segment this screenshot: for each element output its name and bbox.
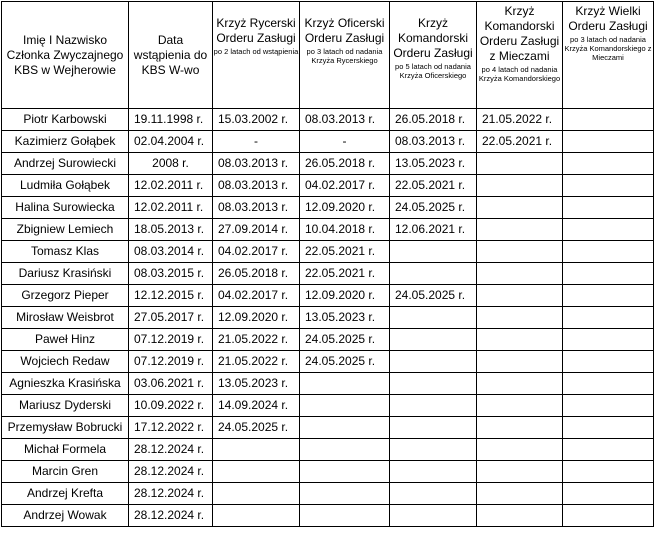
officer-cross-cell (300, 461, 390, 483)
commander-swords-cell (477, 175, 563, 197)
member-name-cell: Piotr Karbowski (2, 109, 129, 131)
header-commander-cross (390, 2, 477, 109)
officer-cross-cell (300, 505, 390, 527)
commander-cross-cell: 12.06.2021 r. (390, 219, 477, 241)
table-row (2, 417, 654, 439)
table-row (2, 109, 654, 131)
commander-cross-cell (390, 263, 477, 285)
header-note: po 5 latach od nadania Krzyża Oficerskiego (395, 62, 471, 80)
commander-cross-cell (390, 417, 477, 439)
table-row (2, 373, 654, 395)
commander-swords-cell (477, 373, 563, 395)
member-name-cell: Zbigniew Lemiech (2, 219, 129, 241)
join-date-cell: 12.02.2011 r. (129, 197, 213, 219)
knight-cross-cell (213, 505, 300, 527)
grand-cross-cell (563, 373, 654, 395)
grand-cross-cell (563, 439, 654, 461)
member-name-cell: Mirosław Weisbrot (2, 307, 129, 329)
commander-cross-cell (390, 505, 477, 527)
grand-cross-cell (563, 153, 654, 175)
join-date-cell: 02.04.2004 r. (129, 131, 213, 153)
commander-cross-cell (390, 373, 477, 395)
grand-cross-cell (563, 417, 654, 439)
header-note: po 3 latach od nadania Krzyża Rycerskiego (306, 47, 383, 65)
table-row (2, 461, 654, 483)
officer-cross-cell (300, 483, 390, 505)
officer-cross-cell: 22.05.2021 r. (300, 263, 390, 285)
member-name-cell: Agnieszka Krasińska (2, 373, 129, 395)
commander-swords-cell (477, 153, 563, 175)
commander-cross-cell (390, 307, 477, 329)
header-label: Krzyż Rycerski Orderu Zasługi (216, 16, 296, 45)
grand-cross-cell (563, 483, 654, 505)
commander-cross-cell (390, 395, 477, 417)
officer-cross-cell (300, 373, 390, 395)
officer-cross-cell: 12.09.2020 r. (300, 285, 390, 307)
officer-cross-cell: 22.05.2021 r. (300, 241, 390, 263)
member-name-cell: Ludmiła Gołąbek (2, 175, 129, 197)
commander-cross-cell (390, 351, 477, 373)
join-date-cell: 19.11.1998 r. (129, 109, 213, 131)
table-row (2, 395, 654, 417)
officer-cross-cell: 08.03.2013 r. (300, 109, 390, 131)
officer-cross-cell: 26.05.2018 r. (300, 153, 390, 175)
grand-cross-cell (563, 131, 654, 153)
member-name-cell: Wojciech Redaw (2, 351, 129, 373)
member-name-cell: Andrzej Krefta (2, 483, 129, 505)
table-row (2, 483, 654, 505)
knight-cross-cell: 15.03.2002 r. (213, 109, 300, 131)
knight-cross-cell: 13.05.2023 r. (213, 373, 300, 395)
grand-cross-cell (563, 197, 654, 219)
join-date-cell: 07.12.2019 r. (129, 351, 213, 373)
table-row (2, 505, 654, 527)
join-date-cell: 18.05.2013 r. (129, 219, 213, 241)
header-knight-cross (213, 2, 300, 109)
commander-swords-cell (477, 483, 563, 505)
member-name-cell: Halina Surowiecka (2, 197, 129, 219)
header-officer-cross (300, 2, 390, 109)
commander-cross-cell (390, 241, 477, 263)
grand-cross-cell (563, 219, 654, 241)
header-label: Data wstąpienia do KBS W-wo (133, 32, 208, 77)
commander-cross-cell: 26.05.2018 r. (390, 109, 477, 131)
header-label: Krzyż Komandorski Orderu Zasługi (393, 16, 473, 60)
grand-cross-cell (563, 285, 654, 307)
officer-cross-cell: 12.09.2020 r. (300, 197, 390, 219)
knight-cross-cell: 12.09.2020 r. (213, 307, 300, 329)
knight-cross-cell: - (213, 131, 300, 153)
header-label: Krzyż Komandorski Orderu Zasługi z Mieczami (479, 4, 560, 63)
member-name-cell: Andrzej Wowak (2, 505, 129, 527)
header-label: Krzyż Oficerski Orderu Zasługi (304, 16, 385, 45)
commander-cross-cell (390, 483, 477, 505)
member-name-cell: Dariusz Krasiński (2, 263, 129, 285)
commander-swords-cell (477, 439, 563, 461)
header-note: po 2 latach od wstąpienia (213, 47, 299, 56)
knight-cross-cell: 21.05.2022 r. (213, 351, 300, 373)
join-date-cell: 28.12.2024 r. (129, 439, 213, 461)
knight-cross-cell (213, 439, 300, 461)
table-row (2, 131, 654, 153)
commander-swords-cell (477, 307, 563, 329)
table-row (2, 439, 654, 461)
officer-cross-cell: 10.04.2018 r. (300, 219, 390, 241)
join-date-cell: 12.12.2015 r. (129, 285, 213, 307)
knight-cross-cell: 08.03.2013 r. (213, 197, 300, 219)
join-date-cell: 10.09.2022 r. (129, 395, 213, 417)
join-date-cell: 2008 r. (129, 153, 213, 175)
table-row (2, 219, 654, 241)
knight-cross-cell: 04.02.2017 r. (213, 285, 300, 307)
commander-swords-cell (477, 505, 563, 527)
commander-swords-cell: 21.05.2022 r. (477, 109, 563, 131)
member-name-cell: Michał Formela (2, 439, 129, 461)
officer-cross-cell: 13.05.2023 r. (300, 307, 390, 329)
officer-cross-cell: 24.05.2025 r. (300, 351, 390, 373)
grand-cross-cell (563, 241, 654, 263)
header-member-name (2, 2, 129, 109)
commander-swords-cell (477, 461, 563, 483)
commander-swords-cell (477, 395, 563, 417)
grand-cross-cell (563, 395, 654, 417)
header-label: Krzyż Wielki Orderu Zasługi (568, 4, 648, 33)
officer-cross-cell (300, 417, 390, 439)
table-row (2, 175, 654, 197)
knight-cross-cell: 24.05.2025 r. (213, 417, 300, 439)
member-name-cell: Kazimierz Gołąbek (2, 131, 129, 153)
join-date-cell: 08.03.2015 r. (129, 263, 213, 285)
header-row (2, 2, 654, 109)
grand-cross-cell (563, 175, 654, 197)
commander-cross-cell: 22.05.2021 r. (390, 175, 477, 197)
knight-cross-cell (213, 461, 300, 483)
join-date-cell: 08.03.2014 r. (129, 241, 213, 263)
commander-cross-cell (390, 439, 477, 461)
officer-cross-cell: 04.02.2017 r. (300, 175, 390, 197)
header-join-date (129, 2, 213, 109)
join-date-cell: 07.12.2019 r. (129, 329, 213, 351)
join-date-cell: 03.06.2021 r. (129, 373, 213, 395)
member-name-cell: Tomasz Klas (2, 241, 129, 263)
awards-table (1, 1, 654, 527)
commander-swords-cell: 22.05.2021 r. (477, 131, 563, 153)
commander-swords-cell (477, 219, 563, 241)
grand-cross-cell (563, 461, 654, 483)
table-row (2, 197, 654, 219)
commander-swords-cell (477, 417, 563, 439)
commander-cross-cell: 08.03.2013 r. (390, 131, 477, 153)
join-date-cell: 12.02.2011 r. (129, 175, 213, 197)
table-row (2, 351, 654, 373)
knight-cross-cell: 04.02.2017 r. (213, 241, 300, 263)
commander-swords-cell (477, 351, 563, 373)
officer-cross-cell: - (300, 131, 390, 153)
join-date-cell: 27.05.2017 r. (129, 307, 213, 329)
commander-cross-cell: 13.05.2023 r. (390, 153, 477, 175)
officer-cross-cell (300, 439, 390, 461)
join-date-cell: 28.12.2024 r. (129, 483, 213, 505)
member-name-cell: Marcin Gren (2, 461, 129, 483)
knight-cross-cell: 26.05.2018 r. (213, 263, 300, 285)
grand-cross-cell (563, 263, 654, 285)
table-row (2, 153, 654, 175)
table-row (2, 241, 654, 263)
commander-swords-cell (477, 241, 563, 263)
commander-cross-cell (390, 329, 477, 351)
knight-cross-cell: 08.03.2013 r. (213, 175, 300, 197)
table-row (2, 263, 654, 285)
member-name-cell: Grzegorz Pieper (2, 285, 129, 307)
table-row (2, 329, 654, 351)
grand-cross-cell (563, 329, 654, 351)
member-name-cell: Andrzej Surowiecki (2, 153, 129, 175)
grand-cross-cell (563, 307, 654, 329)
commander-cross-cell (390, 461, 477, 483)
header-label: Imię I Nazwisko Członka Zwyczajnego KBS w Wejherowie (6, 32, 124, 77)
member-name-cell: Paweł Hinz (2, 329, 129, 351)
officer-cross-cell: 24.05.2025 r. (300, 329, 390, 351)
join-date-cell: 28.12.2024 r. (129, 461, 213, 483)
knight-cross-cell: 21.05.2022 r. (213, 329, 300, 351)
join-date-cell: 17.12.2022 r. (129, 417, 213, 439)
commander-swords-cell (477, 329, 563, 351)
grand-cross-cell (563, 505, 654, 527)
commander-swords-cell (477, 263, 563, 285)
knight-cross-cell: 08.03.2013 r. (213, 153, 300, 175)
member-name-cell: Przemysław Bobrucki (2, 417, 129, 439)
knight-cross-cell (213, 483, 300, 505)
table-body (2, 109, 654, 527)
commander-cross-cell: 24.05.2025 r. (390, 285, 477, 307)
header-note: po 3 latach od nadania Krzyża Komandorskiego z Mieczami (564, 35, 652, 62)
table-row (2, 307, 654, 329)
commander-swords-cell (477, 197, 563, 219)
header-grand-cross (563, 2, 654, 109)
commander-cross-cell: 24.05.2025 r. (390, 197, 477, 219)
grand-cross-cell (563, 109, 654, 131)
commander-swords-cell (477, 285, 563, 307)
knight-cross-cell: 14.09.2024 r. (213, 395, 300, 417)
join-date-cell: 28.12.2024 r. (129, 505, 213, 527)
knight-cross-cell: 27.09.2014 r. (213, 219, 300, 241)
header-commander-cross-swords (477, 2, 563, 109)
grand-cross-cell (563, 351, 654, 373)
table-row (2, 285, 654, 307)
officer-cross-cell (300, 395, 390, 417)
header-note: po 4 latach od nadania Krzyża Komandorskiego (478, 65, 561, 83)
member-name-cell: Mariusz Dyderski (2, 395, 129, 417)
